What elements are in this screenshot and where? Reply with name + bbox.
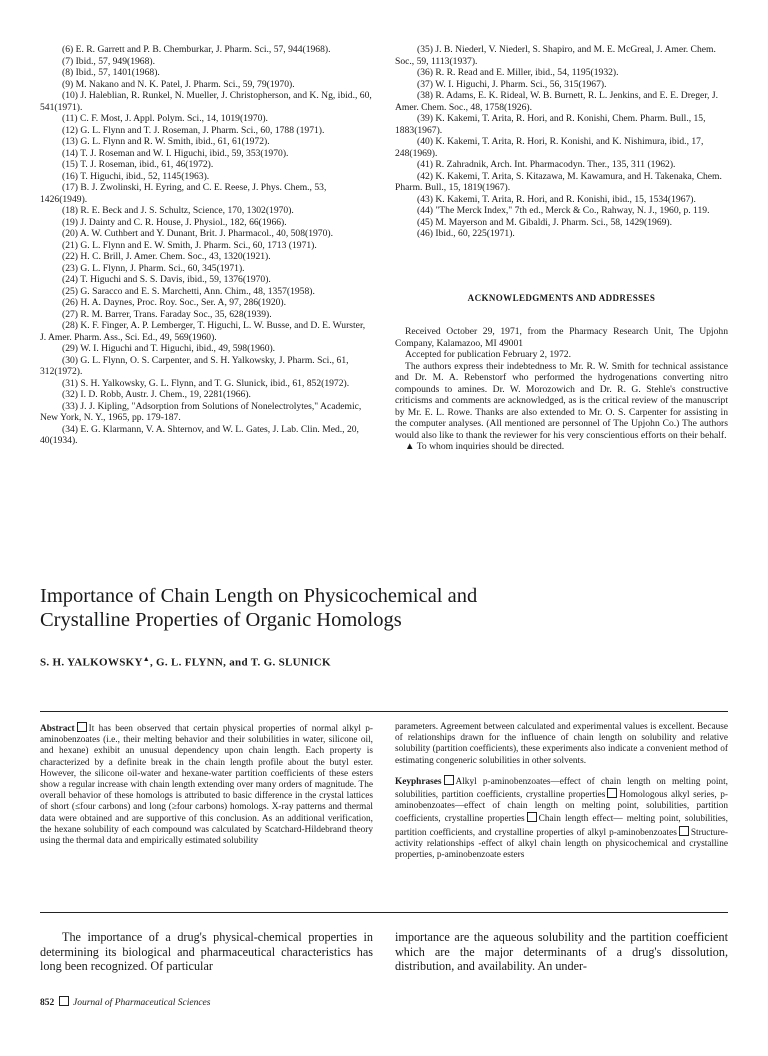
reference-entry: (37) W. I. Higuchi, J. Pharm. Sci., 56, 315(1967). xyxy=(417,78,607,90)
reference-entry: (43) K. Kakemi, T. Arita, R. Hori, and R. Konishi, ibid., 15, 1534(1967). xyxy=(417,193,696,205)
reference-entry: (18) R. E. Beck and J. S. Schultz, Science, 170, 1302(1970). xyxy=(62,205,294,216)
abstract-text-continued: parameters. Agreement between calculated and experimental values is excellent. Because of relationships drawn for the influence of chain length on solubility and relative solubility (partition coefficients), these experiments also indicate a convenient method of estimating congeneric solubilities in other solvents. xyxy=(395,722,728,766)
box-marker-icon xyxy=(77,722,87,732)
page-number: 852 xyxy=(40,998,55,1008)
keyphrases-block xyxy=(395,775,728,861)
abstract-column-1 xyxy=(40,722,373,847)
reference-entry: (30) G. L. Flynn, O. S. Carpenter, and S. H. Yalkowsky, J. Pharm. Sci., 61, 312(1972). xyxy=(40,354,349,377)
reference-entry: (23) G. L. Flynn, J. Pharm. Sci., 60, 345(1971). xyxy=(62,262,245,274)
abstract-top-rule xyxy=(40,711,728,712)
reference-entry: (42) K. Kakemi, T. Arita, S. Kitazawa, M. Kawamura, and H. Takenaka, Chem. Pharm. Bull., 15, 1819(1967). xyxy=(395,170,722,193)
references-left-column xyxy=(40,44,372,447)
abstract-text: It has been observed that certain physical properties of normal alkyl p-aminobenzoates (i.e., their melting behavior and their solubilities in water, silicone oil, and hexane) exhibit an unusual dependency upon chain length. Each property is characterized by a definite break in the chain length profile about the butyl ester. However, the silicone oil-water and hexane-water partition coefficients of these esters show a regular increase with chain length extending over many orders of magnitude. The overall behavior of these homologs is attributed to basic difference in the crystal lattices of short (≤four carbons) and long (≥four carbons) homologs. X-ray patterns and thermal data were obtained and are supportive of this conclusion. As an additional verification, the hexane solubility of each compound was calculated by Scatchard-Hildebrand theory using the thermal data and empirically estimated solubility xyxy=(40,724,373,847)
box-marker-icon xyxy=(444,775,454,785)
abstract-label: Abstract xyxy=(40,724,75,734)
keyphrase-item: Chain length effect— melting point, solubilities, partition coefficients, and crystalline properties of alkyl p-aminobenzoates xyxy=(395,814,728,838)
author-rest: , G. L. FLYNN, and T. G. SLUNICK xyxy=(149,656,331,669)
reference-entry: (41) R. Zahradnik, Arch. Int. Pharmacodyn. Ther., 135, 311 (1962). xyxy=(417,159,676,170)
reference-entry: (32) I. D. Robb, Austr. J. Chem., 19, 2281(1966). xyxy=(62,389,251,400)
reference-entry: (21) G. L. Flynn and E. W. Smith, J. Pharm. Sci., 60, 1713 (1971). xyxy=(62,239,317,251)
accepted-note: Accepted for publication February 2, 1972. xyxy=(405,349,571,360)
reference-entry: (44) "The Merck Index," 7th ed., Merck & Co., Rahway, N. J., 1960, p. 119. xyxy=(417,205,710,216)
correspondence-marker: ▲ xyxy=(142,655,150,663)
body-text-column-1: The importance of a drug's physical-chemical properties in determining its biological and pharmaceutical characteristics has long been recognized. Of particular xyxy=(40,930,373,973)
reference-entry: (24) T. Higuchi and S. S. Davis, ibid., 59, 1376(1970). xyxy=(62,274,271,285)
abstract-column-2 xyxy=(395,722,728,861)
acknowledgments-heading: ACKNOWLEDGMENTS AND ADDRESSES xyxy=(467,293,656,303)
reference-entry: (22) H. C. Brill, J. Amer. Chem. Soc., 43, 1320(1921). xyxy=(62,251,271,262)
reference-entry: (28) K. F. Finger, A. P. Lemberger, T. Higuchi, L. W. Busse, and D. E. Wurster, J. Amer. Pharm. Ass., Sci. Ed., 49, 569(1960). xyxy=(40,320,366,343)
author-first: S. H. YALKOWSKY xyxy=(40,656,143,669)
reference-entry: (15) T. J. Roseman, ibid., 61, 46(1972). xyxy=(62,159,214,170)
correspondence-note: ▲ To whom inquiries should be directed. xyxy=(405,441,565,452)
reference-entry: (16) T. Higuchi, ibid., 52, 1145(1963). xyxy=(62,170,210,182)
body-text-column-2: importance are the aqueous solubility and the partition coefficient which are the major determinants of a drug's dissolution, distribution, and availability. An under- xyxy=(395,930,728,973)
reference-entry: (25) G. Saracco and E. S. Marchetti, Ann. Chim., 48, 1357(1958). xyxy=(62,285,315,297)
reference-entry: (29) W. I. Higuchi and T. Higuchi, ibid., 49, 598(1960). xyxy=(62,343,276,354)
reference-entry: (45) M. Mayerson and M. Gibaldi, J. Pharm. Sci., 58, 1429(1969). xyxy=(417,216,673,228)
reference-entry: (6) E. R. Garrett and P. B. Chemburkar, J. Pharm. Sci., 57, 944(1968). xyxy=(62,44,331,55)
received-note: Received October 29, 1971, from the Pharmacy Research Unit, The Upjohn Company, Kalamazoo, MI 49001 xyxy=(395,326,728,349)
reference-entry: (33) J. J. Kipling, "Adsorption from Solutions of Nonelectrolytes," Academic, New York, N. Y., 1965, pp. 179-187. xyxy=(40,400,362,423)
references-right-column xyxy=(395,44,728,240)
reference-entry: (8) Ibid., 57, 1401(1968). xyxy=(62,67,160,78)
keyphrases-label: Keyphrases xyxy=(395,776,442,787)
keyphrase-item: Alkyl p-aminobenzoates—effect of chain length on melting point, solubilities, partition coefficients, crystalline properties xyxy=(395,776,728,801)
reference-entry: (46) Ibid., 60, 225(1971). xyxy=(417,228,515,239)
reference-entry: (20) A. W. Cuthbert and Y. Dunant, Brit. J. Pharmacol., 40, 508(1970). xyxy=(62,228,333,239)
keyphrase-item: Homologous alkyl series, p-aminobenzoates—effect of chain length on melting point, solubilities, partition coefficients, crystalline properties xyxy=(395,790,729,825)
reference-entry: (14) T. J. Roseman and W. I. Higuchi, ibid., 59, 353(1970). xyxy=(62,147,289,159)
reference-entry: (31) S. H. Yalkowsky, G. L. Flynn, and T. G. Slunick, ibid., 61, 852(1972). xyxy=(62,377,350,389)
box-marker-icon xyxy=(527,812,537,822)
reference-entry: (38) R. Adams, E. K. Rideal, W. B. Burnett, R. L. Jenkins, and E. E. Dreger, J. Amer. Chem. Soc., 48, 1758(1926). xyxy=(395,90,718,113)
reference-entry: (17) B. J. Zwolinski, H. Eyring, and C. E. Reese, J. Phys. Chem., 53, 1426(1949). xyxy=(40,182,327,205)
abstract-bottom-rule xyxy=(40,912,728,913)
reference-entry: (19) J. Dainty and C. R. House, J. Physiol., 182, 66(1966). xyxy=(62,216,287,228)
author-list xyxy=(40,655,331,669)
reference-entry: (27) R. M. Barrer, Trans. Faraday Soc., 35, 628(1939). xyxy=(62,308,272,320)
reference-entry: (9) M. Nakano and N. K. Patel, J. Pharm. Sci., 59, 79(1970). xyxy=(62,78,295,90)
reference-entry: (39) K. Kakemi, T. Arita, R. Hori, and R. Konishi, Chem. Pharm. Bull., 15, 1883(1967). xyxy=(395,113,706,136)
box-marker-icon xyxy=(59,996,69,1006)
article-title-line-2: Crystalline Properties of Organic Homologs xyxy=(40,609,402,631)
journal-name: Journal of Pharmaceutical Sciences xyxy=(73,998,211,1008)
acknowledgment-text: The authors express their indebtedness to Mr. R. W. Smith for technical assistance and Dr. M. A. Rebenstorf who performed the hydrogenations converting nitro compounds to amines. Dr. W. Morozowich and Dr. R. G. Stehle's constructive criticisms and comments are acknowledged, as is the critical review of the manuscript by Mr. E. L. Rowe. Thanks are also extended to Mr. O. S. Carpenter for assisting in the computer analyses. (All mentioned are personnel of The Upjohn Co.) The authors would also like to thank the reviewer for his very conscientious efforts on their behalf. xyxy=(395,360,728,441)
reference-entry: (35) J. B. Niederl, V. Niederl, S. Shapiro, and M. E. McGreal, J. Amer. Chem. Soc., 59, 1113(1937). xyxy=(395,44,716,67)
box-marker-icon xyxy=(679,826,689,836)
reference-entry: (11) C. F. Most, J. Appl. Polym. Sci., 14, 1019(1970). xyxy=(62,113,268,124)
reference-entry: (34) E. G. Klarmann, V. A. Shternov, and W. L. Gates, J. Lab. Clin. Med., 20, 40(1934). xyxy=(40,423,359,446)
reference-entry: (26) H. A. Daynes, Proc. Roy. Soc., Ser. A, 97, 286(1920). xyxy=(62,297,287,308)
reference-entry: (40) K. Kakemi, T. Arita, R. Hori, R. Konishi, and K. Nishimura, ibid., 17, 248(1969). xyxy=(395,136,704,159)
acknowledgments-section xyxy=(395,326,728,453)
reference-entry: (36) R. R. Read and E. Miller, ibid., 54, 1195(1932). xyxy=(417,67,619,78)
reference-entry: (12) G. L. Flynn and T. J. Roseman, J. Pharm. Sci., 60, 1788 (1971). xyxy=(62,124,325,136)
box-marker-icon xyxy=(607,788,617,798)
reference-entry: (13) G. L. Flynn and R. W. Smith, ibid., 61, 61(1972). xyxy=(62,136,270,147)
article-title-line-1: Importance of Chain Length on Physicochemical and xyxy=(40,585,478,607)
article-title xyxy=(40,584,740,632)
keyphrase-item: Structure-activity relationships -effect of alkyl chain length on physicochemical and crystalline properties, p-aminobenzoate esters xyxy=(395,827,728,861)
reference-entry: (7) Ibid., 57, 949(1968). xyxy=(62,55,155,67)
reference-entry: (10) J. Haleblian, R. Runkel, N. Mueller, J. Christopherson, and K. Ng, ibid., 60, 541(1971). xyxy=(40,90,372,113)
page-footer xyxy=(40,996,210,1008)
